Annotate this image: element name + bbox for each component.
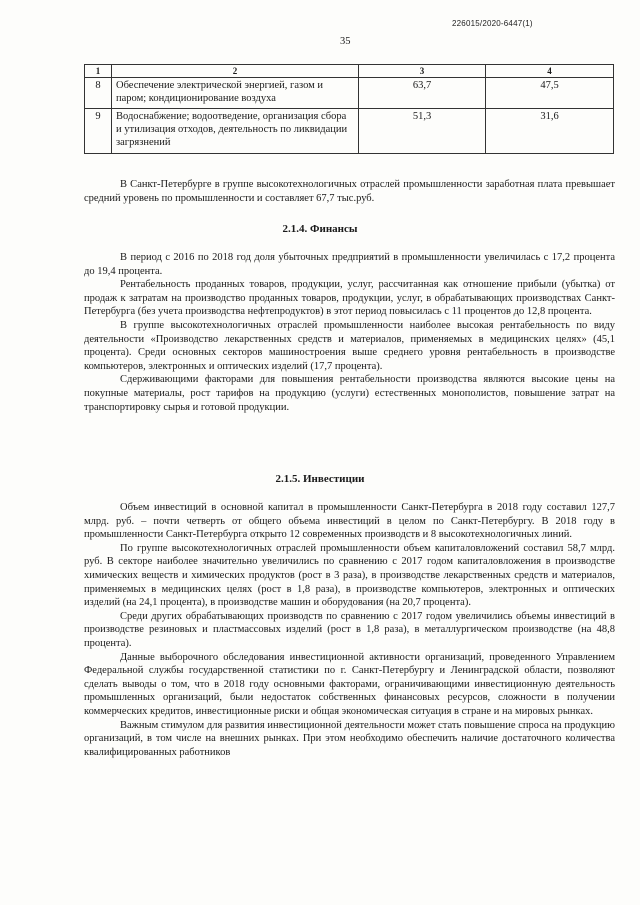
row-number: 9 xyxy=(85,109,112,154)
table-header-cell: 3 xyxy=(359,65,486,78)
investments-section-body xyxy=(84,501,615,759)
table-header-cell: 1 xyxy=(85,65,112,78)
document-number: 226015/2020-6447(1) xyxy=(452,19,533,28)
investments-paragraph: Среди других обрабатывающих производств по сравнению с 2017 годом увеличились объемы инвестиций в производстве резиновых и пластмассовых изделий (рост в 1,8 раза), в металлургическом производстве (на 48,8 процента). xyxy=(84,610,615,649)
page-number: 35 xyxy=(340,36,351,47)
table-row xyxy=(85,109,614,154)
table-header-cell: 2 xyxy=(112,65,359,78)
investments-paragraph: Данные выборочного обследования инвестиционной активности организаций, проведенного Управлением Федеральной службы государственной статистики по г. Санкт-Петербургу и Ленинградской области, позволяют сделать выводы о том, что в 2018 году основными факторами, ограничивающими инвестиционную деятельность промышленных организаций, были недостаток собственных финансовых ресурсов, сложности в получении коммерческих кредитов, инвестиционные риски и общая экономическая ситуация в стране и на мировых рынках. xyxy=(84,651,615,717)
row-activity-name: Водоснабжение; водоотведение, организация сбора и утилизация отходов, деятельность по ликвидации загрязнений xyxy=(112,109,359,154)
row-value-col4: 31,6 xyxy=(486,109,614,154)
row-value-col4: 47,5 xyxy=(486,78,614,109)
investments-paragraph: Объем инвестиций в основной капитал в промышленности Санкт-Петербурга в 2018 году составил 127,7 млрд. руб. – почти четверть от общего объема инвестиций в целом по Санкт-Петербургу. В 2018 году в промышленности Санкт-Петербурга открыто 12 современных производств и 8 высокотехнологичных линий. xyxy=(84,502,615,541)
table-row xyxy=(85,78,614,109)
finance-paragraph: Рентабельность проданных товаров, продукции, услуг, рассчитанная как отношение прибыли (убытка) от продаж к затратам на производство проданных товаров, продукции, услуг, в обрабатывающих производствах Санкт-Петербурга (без учета производства нефтепродуктов) в этот период повысилась с 11 процентов до 12,8 процента. xyxy=(84,279,615,318)
finance-paragraph: В группе высокотехнологичных отраслей промышленности наиболее высокая рентабельность по виду деятельности «Производство лекарственных средств и материалов, применяемых в медицинских целях» (45,1 процента). Среди основных секторов машиностроения выше среднего уровня рентабельность в производстве компьютеров, электронных и оптических изделий (17,7 процента). xyxy=(84,319,615,372)
investments-heading: 2.1.5. Инвестиции xyxy=(275,473,365,485)
finance-paragraph: В период с 2016 по 2018 год доля убыточных предприятий в промышленности увеличилась с 17,2 процента до 19,4 процента. xyxy=(84,252,615,277)
row-value-col3: 63,7 xyxy=(359,78,486,109)
data-table xyxy=(84,64,614,154)
investments-paragraph: По группе высокотехнологичных отраслей промышленности объем капиталовложений составил 58,7 млрд. руб. В секторе наиболее значительно увеличились по сравнению с 2017 годом капиталовложения в производстве химических веществ и химических продуктов (рост в 3 раза), в производстве лекарственных средств и материалов, применяемых в медицинских целях (рост в 1,8 раза), в производстве компьютеров, электронных и оптических изделий (на 24,1 процента), в производстве машин и оборудования (на 20,7 процента). xyxy=(84,542,615,609)
table-header-cell: 4 xyxy=(486,65,614,78)
finance-paragraph: Сдерживающими факторами для повышения рентабельности производства являются высокие цены на покупные материалы, рост тарифов на продукцию (услуги) естественных монополистов, повышение затрат на транспортировку сырья и готовой продукции. xyxy=(84,374,615,413)
row-value-col3: 51,3 xyxy=(359,109,486,154)
intro-paragraph: В Санкт-Петербурге в группе высокотехнологичных отраслей промышленности заработная плата превышает средний уровень по промышленности и составляет 67,7 тыс.руб. xyxy=(84,179,615,204)
table-header-row xyxy=(85,65,614,78)
row-activity-name: Обеспечение электрической энергией, газом и паром; кондиционирование воздуха xyxy=(112,78,359,109)
intro-text xyxy=(84,178,615,205)
finance-section-body xyxy=(84,251,615,414)
investments-paragraph: Важным стимулом для развития инвестиционной деятельности может стать повышение спроса на продукцию организаций, в том числе на внешних рынках. При этом необходимо обеспечить наличие достаточного количества квалифицированных работников xyxy=(84,719,615,758)
finance-heading: 2.1.4. Финансы xyxy=(282,223,358,235)
row-number: 8 xyxy=(85,78,112,109)
